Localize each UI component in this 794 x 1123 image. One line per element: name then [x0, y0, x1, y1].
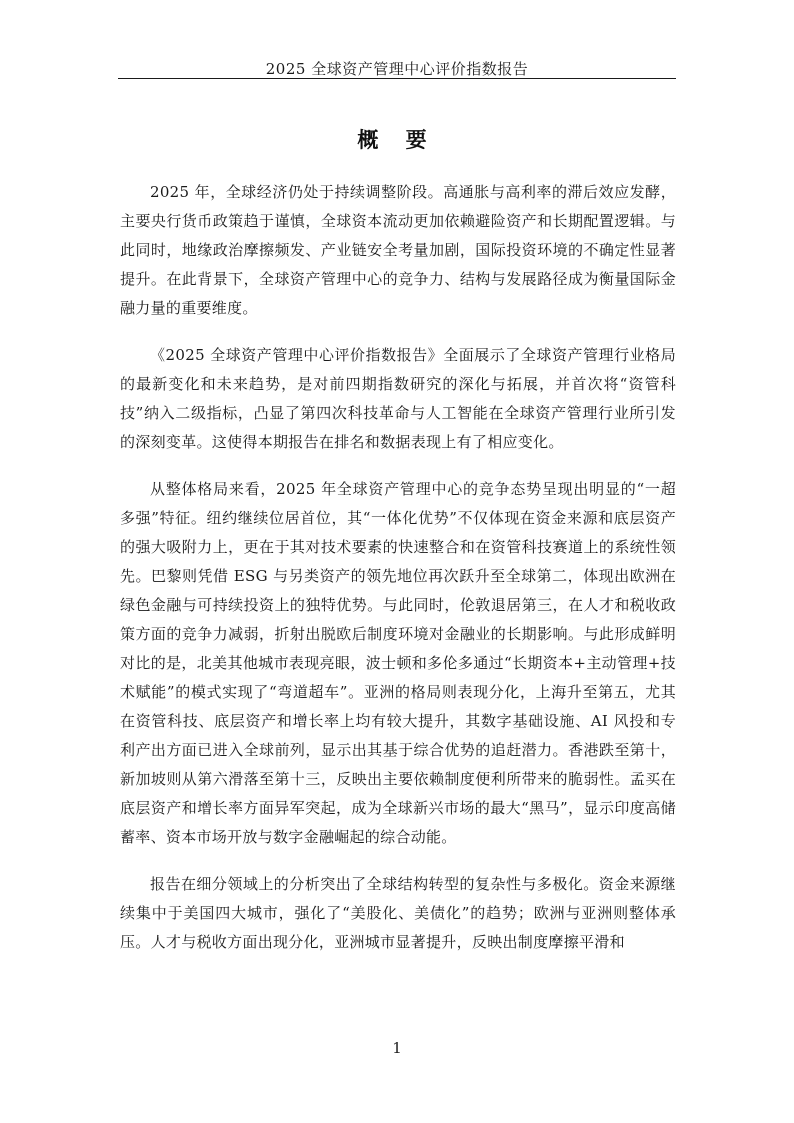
paragraph-2: 《2025 全球资产管理中心评价指数报告》全面展示了全球资产管理行业格局的最新变化和未来趋势，是对前四期指数研究的深化与拓展，并首次将“资管科技”纳入二级指标，凸显了第四次科技革命与人工智能在全球资产管理行业所引发的深刻变革。这使得本期报告在排名和数据表现上有了相应变化。 — [120, 346, 676, 451]
header-divider — [118, 78, 676, 79]
paragraph-4: 报告在细分领域上的分析突出了全球结构转型的复杂性与多极化。资金来源继续集中于美国四大城市，强化了“美股化、美债化”的趋势；欧洲与亚洲则整体承压。人才与税收方面出现分化，亚洲城市显著提升，反映出制度摩擦平滑和 — [120, 875, 676, 951]
paragraph-1: 2025 年，全球经济仍处于持续调整阶段。高通胀与高利率的滞后效应发酵，主要央行货币政策趋于谨慎，全球资本流动更加依赖避险资产和长期配置逻辑。与此同时，地缘政治摩擦频发、产业链安全考量加剧，国际投资环境的不确定性显著提升。在此背景下，全球资产管理中心的竞争力、结构与发展路径成为衡量国际金融力量的重要维度。 — [120, 183, 676, 317]
section-title: 概 要 — [357, 128, 437, 152]
paragraph-3: 从整体格局来看，2025 年全球资产管理中心的竞争态势呈现出明显的“一超多强”特征。纽约继续位居首位，其“一体化优势”不仅体现在资金来源和底层资产的强大吸附力上，更在于其对技术要素的快速整合和在资管科技赛道上的系统性领先。巴黎则凭借 ESG 与另类资产的领先地位再次跃升至全球第二，体现出欧洲在绿色金融与可持续投资上的独特优势。与此同时，伦敦退居第三，在人才和税收政策方面的竞争力减弱，折射出脱欧后制度环境对金融业的长期影响。与此形成鲜明对比的是，北美其他城市表现亮眼，波士顿和多伦多通过“长期资本+主动管理+技术赋能”的模式实现了“弯道超车”。亚洲的格局则表现分化，上海升至第五，尤其在资管科技、底层资产和增长率上均有较大提升，其数字基础设施、AI 风投和专利产出方面已进入全球前列，显示出其基于综合优势的追赶潜力。香港跌至第十，新加坡则从第六滑落至第十三，反映出主要依赖制度便利所带来的脆弱性。孟买在底层资产和增长率方面异军突起，成为全球新兴市场的最大“黑马”，显示印度高储蓄率、资本市场开放与数字金融崛起的综合动能。 — [120, 480, 676, 846]
body-text — [120, 178, 676, 975]
page-number: 1 — [392, 1039, 402, 1057]
running-header: 2025 全球资产管理中心评价指数报告 — [265, 60, 529, 78]
